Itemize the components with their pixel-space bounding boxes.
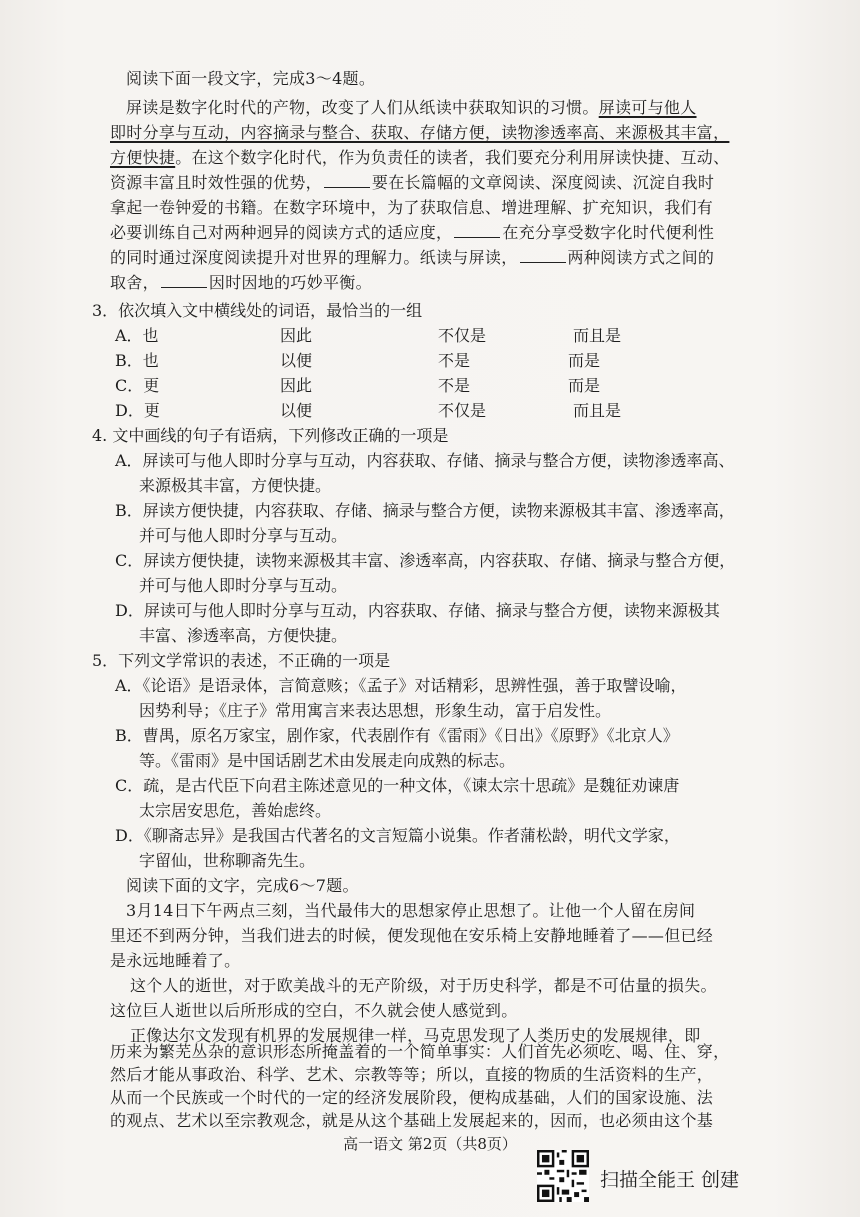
option-word: 不是: [438, 351, 471, 370]
option-d-cont: 丰富、渗透率高，方便快捷。: [139, 626, 348, 645]
passage-line: 里还不到两分钟，当我们进去的时候，便发现他在安乐椅上安静地睡着了——但已经: [110, 926, 714, 945]
option-label: A．也: [115, 326, 159, 345]
option-word: 以便: [280, 351, 313, 370]
passage-line: 的观点、艺术以至宗教观念，就是从这个基础上发展起来的，因而，也必须由这个基: [110, 1111, 714, 1130]
option-d: D．屏读可与他人即时分享与互动，内容获取、存储、摘录与整合方便，读物来源极其: [115, 601, 720, 620]
fill-blank: [161, 273, 207, 288]
scanner-watermark: 扫描全能王 创建: [600, 1169, 740, 1191]
option-c-cont: 太宗居安思危，善始虑终。: [139, 801, 332, 820]
option-word: 而且是: [573, 326, 622, 345]
reading-instruction-6-7: 阅读下面的文字，完成6～7题。: [126, 876, 359, 895]
option-d-cont: 字留仙，世称聊斋先生。: [139, 851, 316, 870]
passage-line: [110, 120, 750, 145]
passage-line: 方便快捷。在这个数字化时代，作为负责任的读者，我们要充分利用屏读快捷、互动、: [110, 148, 730, 167]
option-word: 而且是: [573, 401, 622, 420]
option-word: 而是: [568, 351, 601, 370]
option-b: B．屏读方便快捷，内容获取、存储、摘录与整合方便，读物来源极其丰富、渗透率高，: [115, 501, 735, 520]
underlined-sentence: 屏读可与他人: [598, 98, 697, 117]
option-a: A．《论语》是语录体，言简意赅；《孟子》对话精彩，思辨性强，善于取譬设喻，: [115, 676, 687, 695]
option-c: C．屏读方便快捷，读物来源极其丰富、渗透率高，内容获取、存储、摘录与整合方便，: [115, 551, 736, 570]
page-footer: 高一语文 第2页（共8页）: [343, 1135, 517, 1153]
qr-code-icon: [537, 1150, 589, 1202]
passage-line: 历来为繁芜丛杂的意识形态所掩盖着的一个简单事实：人们首先必须吃、喝、住、穿，: [110, 1042, 730, 1061]
option-c-cont: 并可与他人即时分享与互动。: [139, 576, 348, 595]
question-stem: 4. 文中画线的句子有语病，下列修改正确的一项是: [92, 426, 449, 445]
option-word: 因此: [280, 376, 313, 395]
underlined-sentence: 方便快捷: [110, 148, 176, 167]
option-word: 因此: [280, 326, 313, 345]
option-label: D．更: [115, 401, 160, 420]
passage-line: 资源丰富且时效性强的优势， 要在长篇幅的文章阅读、深度阅读、沉淀自我时: [110, 173, 715, 192]
passage-line: 的同时通过深度阅读提升对世界的理解力。纸读与屏读， 两种阅读方式之间的: [110, 248, 715, 267]
passage-line: 从而一个民族或一个时代的一定的经济发展阶段，便构成基础，人们的国家设施、法: [110, 1088, 714, 1107]
option-label: C．更: [115, 376, 160, 395]
option-word: 不是: [438, 376, 471, 395]
option-word: 不仅是: [438, 401, 487, 420]
option-a-cont: 来源极其丰富，方便快捷。: [139, 476, 332, 495]
passage-line: 正像达尔文发现有机界的发展规律一样，马克思发现了人类历史的发展规律，即: [130, 1026, 701, 1045]
fill-blank: [454, 223, 500, 238]
option-a: A．屏读可与他人即时分享与互动，内容获取、存储、摘录与整合方便，读物渗透率高、: [115, 451, 735, 470]
underlined-sentence: 即时分享与互动，内容摘录与整合、获取、存储方便，读物渗透率高、来源极其丰富，: [110, 123, 730, 142]
option-b-cont: 等。《雷雨》是中国话剧艺术由发展走向成熟的标志。: [139, 751, 516, 770]
option-c: C．疏，是古代臣下向君主陈述意见的一种文体，《谏太宗十思疏》是魏征劝谏唐: [115, 776, 680, 795]
fill-blank: [324, 173, 370, 188]
option-label: B．也: [115, 351, 159, 370]
question-stem: 5．下列文学常识的表述，不正确的一项是: [92, 651, 391, 670]
option-a-cont: 因势利导；《庄子》常用寓言来表达思想，形象生动，富于启发性。: [139, 701, 612, 720]
passage-line: 3月14日下午两点三刻，当代最伟大的思想家停止思想了。让他一个人留在房间: [126, 901, 696, 920]
passage-line: 必要训练自己对两种迥异的阅读方式的适应度， 在充分享受数字化时代便利性: [110, 223, 715, 242]
passage-line: 屏读是数字化时代的产物，改变了人们从纸读中获取知识的习惯。屏读可与他人: [126, 98, 697, 117]
passage-line: 是永远地睡着了。: [110, 951, 241, 970]
passage-line: 然后才能从事政治、科学、艺术、宗教等等；所以，直接的物质的生活资料的生产，: [110, 1065, 714, 1084]
passage-line: 取舍， 因时因地的巧妙平衡。: [110, 273, 372, 292]
option-word: 以便: [280, 401, 313, 420]
option-word: 而是: [568, 376, 601, 395]
reading-instruction-3-4: 阅读下面一段文字，完成3～4题。: [126, 69, 376, 88]
option-word: 不仅是: [438, 326, 487, 345]
question-stem: 3．依次填入文中横线处的词语，最恰当的一组: [92, 301, 423, 320]
passage-line: 这个人的逝世，对于欧美战斗的无产阶级，对于历史科学，都是不可估量的损失。: [130, 976, 717, 995]
fill-blank: [520, 248, 566, 263]
option-d: D．《聊斋志异》是我国古代著名的文言短篇小说集。作者蒲松龄，明代文学家，: [115, 826, 680, 845]
option-b: B．曹禺，原名万家宝，剧作家，代表剧作有《雷雨》《日出》《原野》《北京人》: [115, 726, 679, 745]
passage-line: 这位巨人逝世以后所形成的空白，不久就会使人感觉到。: [110, 1001, 518, 1020]
passage-line: 拿起一卷钟爱的书籍。在数字环境中，为了获取信息、增进理解、扩充知识，我们有: [110, 198, 714, 217]
option-b-cont: 并可与他人即时分享与互动。: [139, 526, 348, 545]
